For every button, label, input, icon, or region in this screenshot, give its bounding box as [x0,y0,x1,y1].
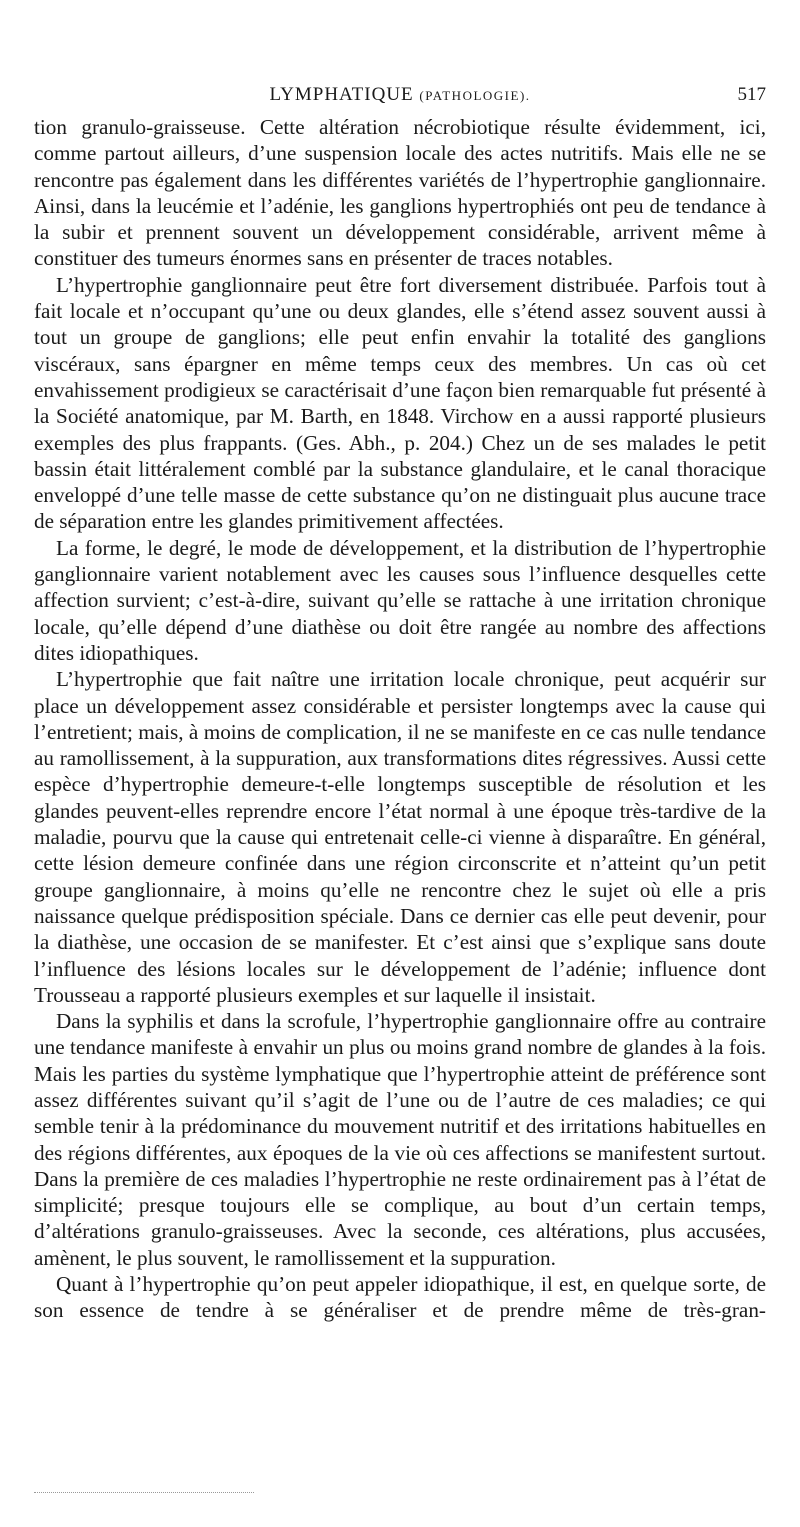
running-head-title: LYMPHATIQUE [269,84,414,105]
page-header [34,84,766,114]
footer-rule [34,1492,254,1493]
paragraph-2: L’hypertrophie ganglionnaire peut être fort diversement distribuée. Parfois tout à fait locale et n’occupant qu’une ou deux glandes, elle s’étend assez souvent aussi à tout un groupe de ganglions; elle peut enfin envahir la totalité des ganglions viscéraux, sans épargner en même temps ceux des membres. Un cas où cet envahissement prodigieux se caractérisait d’une façon bien remarquable fut présenté à la Société anatomique, par M. Barth, en 1848. Virchow en a aussi rapporté plusieurs exemples des plus frappants. (Ges. Abh., p. 204.) Chez un de ses malades le petit bassin était littéralement comblé par la substance glandulaire, et le canal thoracique enveloppé d’une telle masse de cette substance qu’on ne distinguait plus aucune trace de séparation entre les glandes primitivement affectées. [34,272,766,534]
page-number: 517 [737,84,766,105]
paragraph-5: Dans la syphilis et dans la scrofule, l’hypertrophie ganglionnaire offre au contraire une tendance manifeste à envahir un plus ou moins grand nombre de glandes à la fois. Mais les parties du système lymphatique que l’hypertrophie atteint de préférence sont assez différentes suivant qu’il s’agit de l’une ou de l’autre de ces maladies; ce qui semble tenir à la prédominance du mouvement nutritif et des irritations habituelles en des régions différentes, aux époques de la vie où ces affections se manifestent surtout. Dans la première de ces maladies l’hypertrophie ne reste ordinairement pas à l’état de simplicité; presque toujours elle se complique, au bout d’un certain temps, d’altérations granulo-graisseuses. Avec la seconde, ces altérations, plus accusées, amènent, le plus souvent, le ramollissement et la suppuration. [34,1009,766,1270]
running-head-subtitle: (PATHOLOGIE). [419,88,531,103]
body-text [34,114,766,1324]
paragraph-3: La forme, le degré, le mode de développement, et la distribution de l’hypertrophie ganglionnaire varient notablement avec les causes sous l’influence desquelles cette affection survient; c’est-à-dire, suivant qu’elle se rattache à une irritation chronique locale, qu’elle dépend d’une diathèse ou doit être rangée au nombre des affections dites idiopathiques. [34,535,766,665]
paragraph-1: tion granulo-graisseuse. Cette altération nécrobiotique résulte évidemment, ici, comme partout ailleurs, d’une suspension locale des actes nutritifs. Mais elle ne se rencontre pas également dans les différentes variétés de l’hypertrophie ganglionnaire. Ainsi, dans la leucémie et l’adénie, les ganglions hypertrophiés ont peu de tendance à la subir et prennent souvent un développement considérable, arrivent même à constituer des tumeurs énormes sans en présenter de traces notables. [34,115,766,271]
running-head [34,84,766,106]
paragraph-4: L’hypertrophie que fait naître une irritation locale chronique, peut acquérir sur place un développement assez considérable et persister longtemps avec la cause qui l’entretient; mais, à moins de complication, il ne se manifeste en ce cas nulle tendance au ramollissement, à la suppuration, aux transformations dites régressives. Aussi cette espèce d’hypertrophie demeure-t-elle longtemps susceptible de résolution et les glandes peuvent-elles reprendre encore l’état normal à une époque très-tardive de la maladie, pourvu que la cause qui entretenait celle-ci vienne à disparaître. En général, cette lésion demeure confinée dans une région circonscrite et n’atteint qu’un petit groupe ganglionnaire, à moins qu’elle ne rencontre chez le sujet où elle a pris naissance quelque prédisposition spéciale. Dans ce dernier cas elle peut devenir, pour la diathèse, une occasion de se manifester. Et c’est ainsi que s’explique sans doute l’influence des lésions locales sur le développement de l’adénie; influence dont Trousseau a rapporté plusieurs exemples et sur laquelle il insistait. [34,667,766,1007]
page [34,84,766,1324]
paragraph-6: Quant à l’hypertrophie qu’on peut appeler idiopathique, il est, en quelque sorte, de son essence de tendre à se généraliser et de prendre même de très-gran- [34,1272,766,1323]
